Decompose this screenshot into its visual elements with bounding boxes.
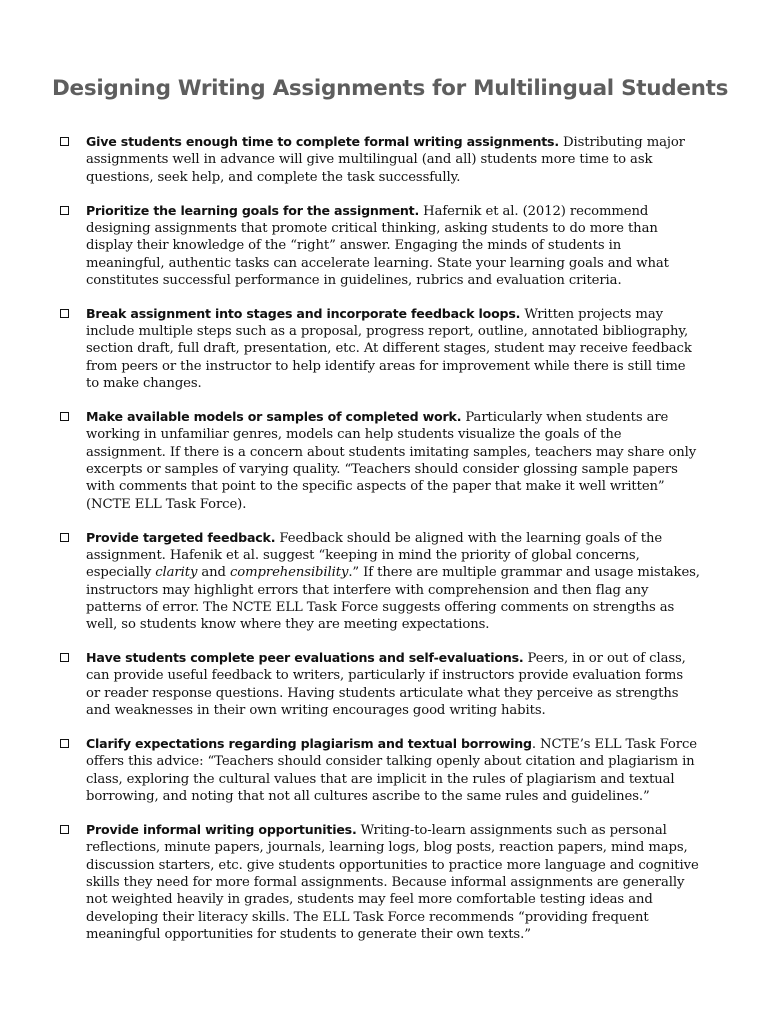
item-text: Peers, in or out of class, can provide useful feedback to writers, particularly if instructors provide evaluation forms or reader response questions. Having students articulate what they perceive as strengths and weaknesses in their own writing encourages good writing habits. <box>86 651 686 719</box>
item-text: Particularly when students are working in unfamiliar genres, models can help students visualize the goals of the assignment. If there is a concern about students imitating samples, teachers may share only excerpts or samples of varying quality. “Teachers should consider glossing sample papers with comments that point to the specific aspects of the paper that make it well written” (NCTE ELL Task Force). <box>86 409 697 512</box>
checklist <box>60 133 700 959</box>
checklist-item-stages <box>60 305 700 393</box>
checkbox-icon <box>60 653 69 662</box>
checklist-item-feedback <box>60 529 700 634</box>
item-heading: Provide informal writing opportunities. <box>86 821 357 837</box>
item-heading: Prioritize the learning goals for the assignment. <box>86 202 420 218</box>
item-heading: Clarify expectations regarding plagiarism and textual borrowing <box>86 735 532 751</box>
item-heading: Give students enough time to complete formal writing assignments. <box>86 134 559 149</box>
item-heading: Make available models or samples of completed work. <box>86 408 462 424</box>
checklist-item-models <box>60 408 700 513</box>
checkbox-icon <box>60 412 69 421</box>
item-heading: Have students complete peer evaluations and self-evaluations. <box>86 650 524 666</box>
item-heading: Provide targeted feedback. <box>86 529 276 545</box>
checklist-item-learning-goals <box>60 202 700 290</box>
item-text: Hafernik et al. (2012) recommend designing assignments that promote critical thinking, asking students to do more than display their knowledge of the “right” answer. Engaging the minds of students in meaningful, authentic tasks can accelerate learning. State your learning goals and what constitutes successful performance in guidelines, rubrics and evaluation criteria. <box>86 203 669 288</box>
checkbox-icon <box>60 206 69 215</box>
item-text: .” If there are multiple grammar and usage mistakes, instructors may highlight errors that interfere with comprehension and then flag any patterns of error. The NCTE ELL Task Force suggests offering comments on strengths as well, so students know where they are meeting expectations. <box>86 565 700 633</box>
checkbox-icon <box>60 309 69 318</box>
checkbox-icon <box>60 825 69 834</box>
item-text: Feedback should be aligned with the learning goals of the assignment. Hafenik et al. suggest “keeping in mind the priority of global concerns, especially <box>86 530 663 581</box>
checkbox-icon <box>60 137 69 146</box>
item-emphasis: comprehensibility <box>230 565 349 581</box>
item-text: and <box>197 565 230 581</box>
checkbox-icon <box>60 533 69 542</box>
item-text: Distributing major assignments well in advance will give multilingual (and all) students more time to ask questions, seek help, and complete the task successfully. <box>86 135 685 185</box>
checklist-item-informal-writing <box>60 821 700 943</box>
item-heading: Break assignment into stages and incorporate feedback loops. <box>86 305 521 321</box>
checklist-item-time <box>60 133 700 186</box>
checklist-item-plagiarism <box>60 735 700 805</box>
item-text: Written projects may include multiple steps such as a proposal, progress report, outline, annotated bibliography, section draft, full draft, presentation, etc. At different stages, student may receive feedback from peers or the instructor to help identify areas for improvement while there is still time to make changes. <box>86 306 692 392</box>
page-title: Designing Writing Assignments for Multilingual Students <box>52 76 729 101</box>
item-text: . NCTE’s ELL Task Force offers this advice: “Teachers should consider talking openly about citation and plagiarism in class, exploring the cultural values that are implicit in the rules of plagiarism and textual borrowing, and noting that not all cultures ascribe to the same rules and guidelines.” <box>86 736 697 804</box>
checkbox-icon <box>60 739 69 748</box>
item-text: Writing-to-learn assignments such as personal reflections, minute papers, journals, learning logs, blog posts, reaction papers, mind maps, discussion starters, etc. give students opportunities to practice more language and cognitive skills they need for more formal assignments. Because informal assignments are generally not weighted heavily in grades, students may feel more comfortable testing ideas and developing their literacy skills. The ELL Task Force recommends “providing frequent meaningful opportunities for students to generate their own texts.” <box>86 822 699 942</box>
item-emphasis: clarity <box>155 565 198 581</box>
checklist-item-peer-evaluations <box>60 649 700 719</box>
